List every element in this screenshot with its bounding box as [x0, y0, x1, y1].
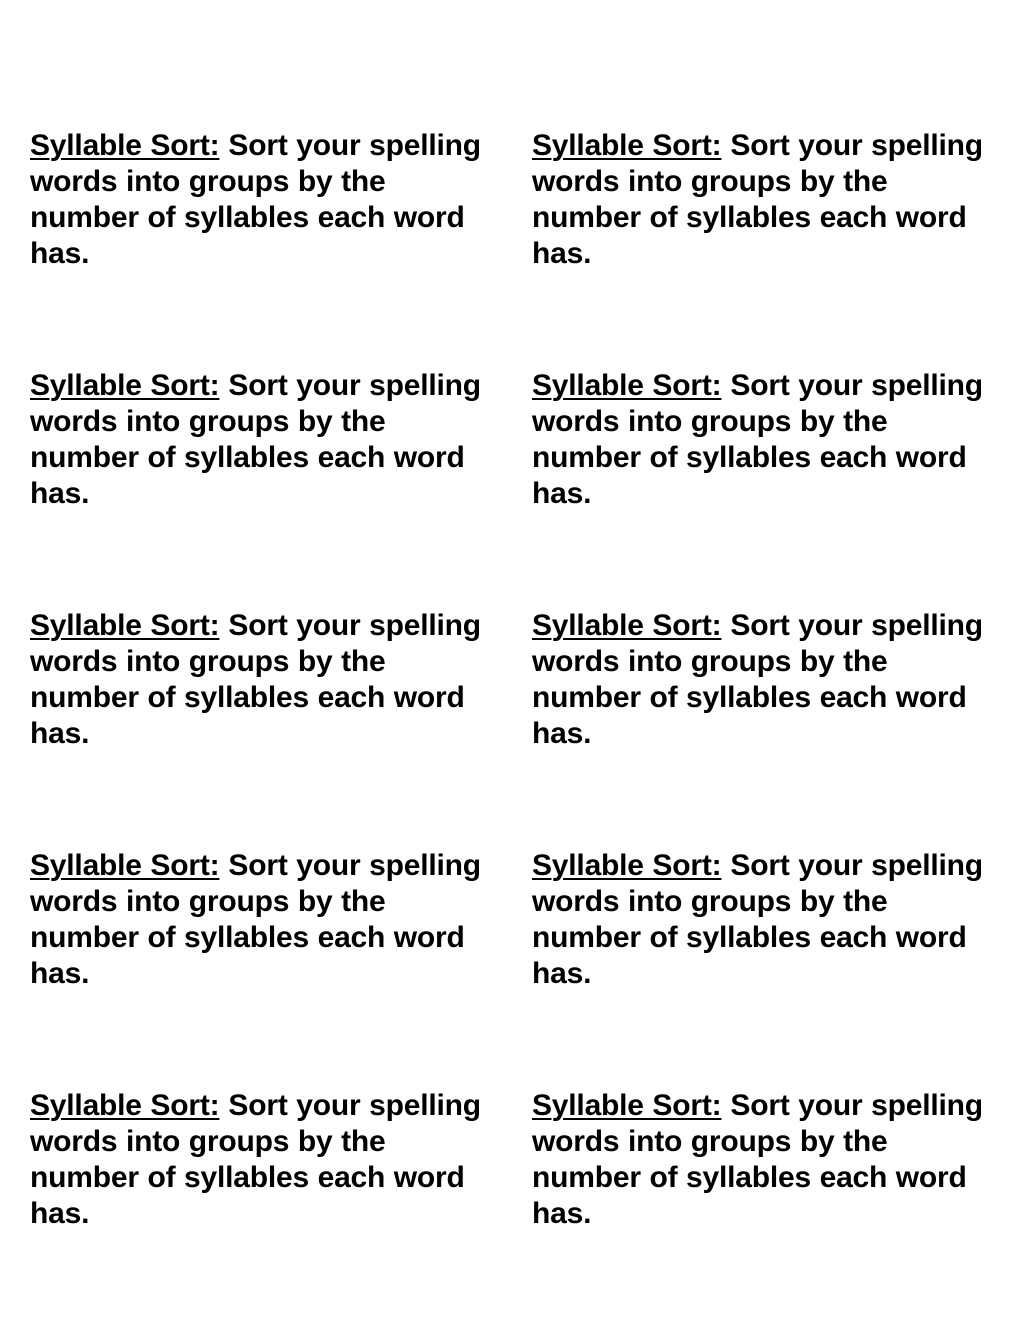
card-instruction: Sort your spelling words into groups by the number of syllables each word has. — [30, 1089, 481, 1230]
syllable-sort-card — [30, 608, 495, 848]
syllable-sort-card — [532, 608, 997, 848]
syllable-sort-card — [532, 368, 997, 608]
card-instruction: Sort your spelling words into groups by the number of syllables each word has. — [30, 129, 481, 270]
syllable-sort-card — [532, 128, 997, 368]
syllable-sort-card — [30, 128, 495, 368]
card-label: Syllable Sort: — [30, 1089, 220, 1122]
card-paragraph — [532, 368, 997, 512]
card-instruction: Sort your spelling words into groups by the number of syllables each word has. — [532, 369, 983, 510]
card-paragraph — [532, 848, 997, 992]
card-grid — [0, 128, 1020, 1328]
card-instruction: Sort your spelling words into groups by the number of syllables each word has. — [532, 849, 983, 990]
syllable-sort-card — [30, 368, 495, 608]
syllable-sort-card — [30, 848, 495, 1088]
card-paragraph — [532, 128, 997, 272]
card-instruction: Sort your spelling words into groups by the number of syllables each word has. — [30, 609, 481, 750]
card-label: Syllable Sort: — [532, 369, 722, 402]
card-paragraph — [30, 848, 495, 992]
card-label: Syllable Sort: — [30, 849, 220, 882]
card-instruction: Sort your spelling words into groups by the number of syllables each word has. — [532, 609, 983, 750]
card-label: Syllable Sort: — [532, 609, 722, 642]
card-paragraph — [532, 1088, 997, 1232]
card-label: Syllable Sort: — [30, 369, 220, 402]
card-label: Syllable Sort: — [532, 1089, 722, 1122]
card-paragraph — [30, 1088, 495, 1232]
card-instruction: Sort your spelling words into groups by the number of syllables each word has. — [30, 369, 481, 510]
card-label: Syllable Sort: — [30, 129, 220, 162]
card-paragraph — [30, 128, 495, 272]
card-instruction: Sort your spelling words into groups by the number of syllables each word has. — [30, 849, 481, 990]
syllable-sort-card — [532, 1088, 997, 1328]
card-label: Syllable Sort: — [532, 849, 722, 882]
card-label: Syllable Sort: — [30, 609, 220, 642]
card-instruction: Sort your spelling words into groups by the number of syllables each word has. — [532, 1089, 983, 1230]
syllable-sort-card — [532, 848, 997, 1088]
card-paragraph — [30, 608, 495, 752]
card-paragraph — [532, 608, 997, 752]
card-paragraph — [30, 368, 495, 512]
card-label: Syllable Sort: — [532, 129, 722, 162]
card-instruction: Sort your spelling words into groups by the number of syllables each word has. — [532, 129, 983, 270]
syllable-sort-card — [30, 1088, 495, 1328]
